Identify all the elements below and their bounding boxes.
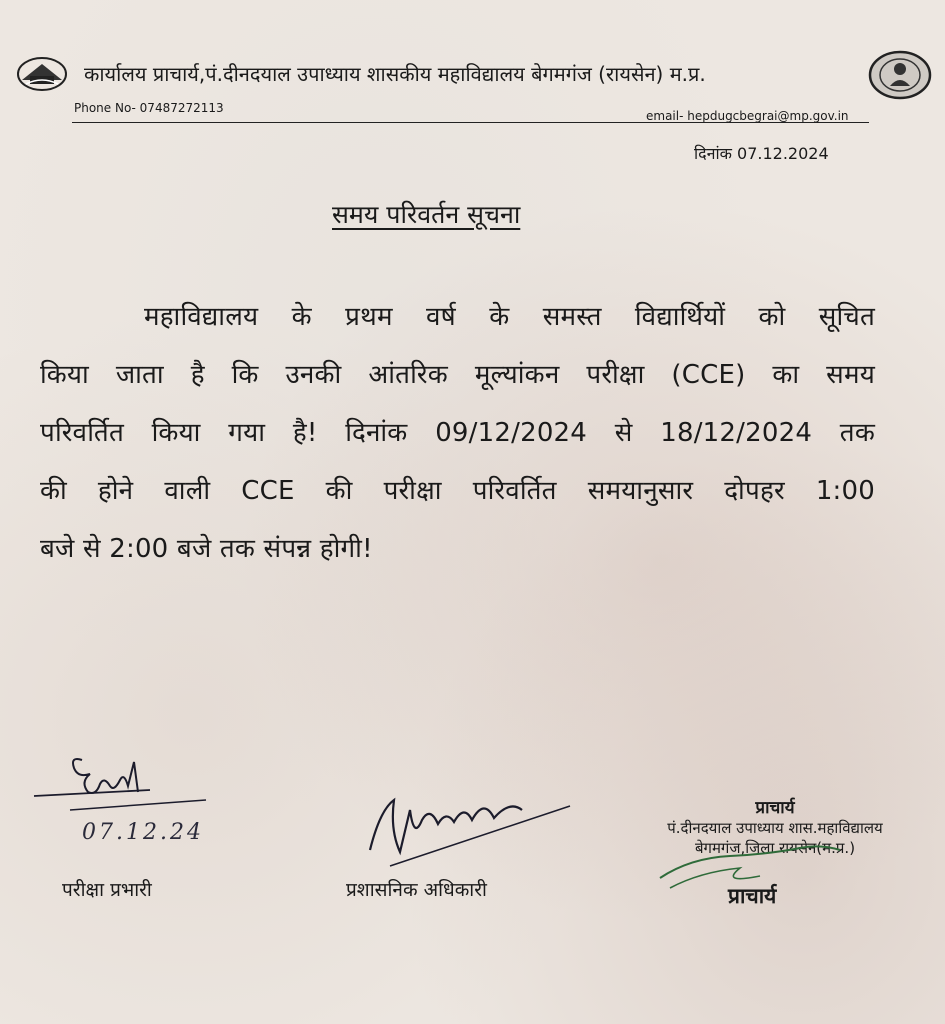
exam-incharge-signature <box>30 752 210 826</box>
principal-stamp-role: प्राचार्य <box>755 798 795 818</box>
phone-number: Phone No- 07487272113 <box>74 101 224 115</box>
notice-title: समय परिवर्तन सूचना <box>332 200 521 229</box>
college-emblem-right <box>868 50 932 100</box>
admin-officer-signature <box>360 780 580 874</box>
notice-line: की होने वाली CCE की परीक्षा परिवर्तित समयानुसार दोपहर 1:00 <box>40 476 875 506</box>
college-emblem-left <box>16 56 68 92</box>
principal-label: प्राचार्य <box>728 884 777 908</box>
handwritten-date: 07.12.24 <box>82 820 204 845</box>
notice-line: परिवर्तित किया गया है! दिनांक 09/12/2024 से 18/12/2024 तक <box>40 418 875 448</box>
office-header-title: कार्यालय प्राचार्य,पं.दीनदयाल उपाध्याय शासकीय महाविद्यालय बेगमगंज (रायसेन) म.प्र. <box>84 62 706 86</box>
notice-body <box>40 288 875 578</box>
admin-officer-label: प्रशासनिक अधिकारी <box>346 879 487 901</box>
notice-line: महाविद्यालय के प्रथम वर्ष के समस्त विद्यार्थियों को सूचित <box>144 302 875 332</box>
notice-line: किया जाता है कि उनकी आंतरिक मूल्यांकन परीक्षा (CCE) का समय <box>40 360 875 390</box>
header-divider <box>72 122 869 123</box>
notice-date: दिनांक 07.12.2024 <box>694 144 829 163</box>
email-address: email- hepdugcbegrai@mp.gov.in <box>646 109 849 123</box>
exam-incharge-label: परीक्षा प्रभारी <box>62 879 152 901</box>
principal-stamp-line: बेगमगंज,जिला रायसेन(म.प्र.) <box>694 839 856 857</box>
notice-line: बजे से 2:00 बजे तक संपन्न होगी! <box>40 534 373 564</box>
principal-stamp-line: पं.दीनदयाल उपाध्याय शास.महाविद्यालय <box>667 819 883 837</box>
